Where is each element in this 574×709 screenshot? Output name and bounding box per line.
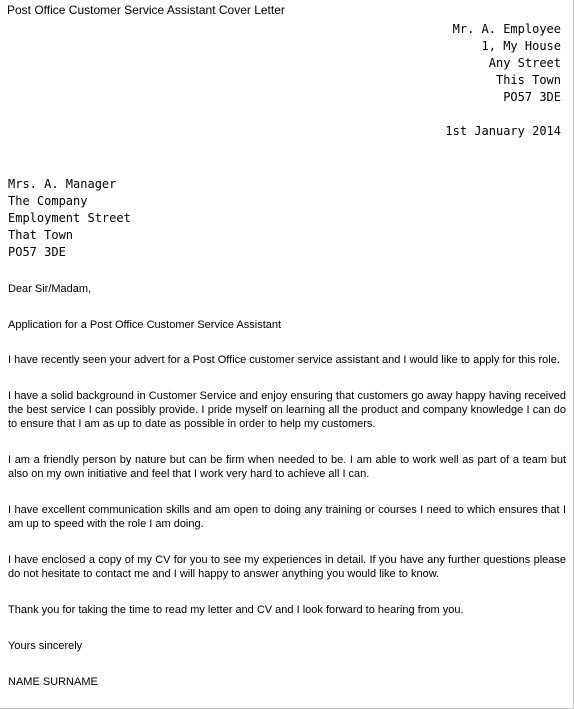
sender-address-line: This Town xyxy=(495,73,561,87)
sender-address-line: 1, My House xyxy=(481,39,561,53)
salutation: Dear Sir/Madam, xyxy=(8,283,92,295)
sender-name: Mr. A. Employee xyxy=(452,22,561,36)
sender-address-line: Any Street xyxy=(488,56,561,70)
body-paragraph: I have enclosed a copy of my CV for you to see my experiences in detail. If you have any further questions please do not hesitate to contact me and I will happy to answer anything you would like to know. xyxy=(8,554,566,580)
body-paragraph: I have a solid background in Customer Service and enjoy ensuring that customers go away happy having received the best service I can possibly provide. I pride myself on learning all the product and company knowledge I can do to ensure that I am as up to date as possible in order to help my customers. xyxy=(8,390,566,430)
recipient-address-line: Employment Street xyxy=(8,211,131,225)
sender-postcode: PO57 3DE xyxy=(503,90,561,104)
recipient-name: Mrs. A. Manager xyxy=(8,177,117,191)
body-paragraph: I have recently seen your advert for a Post Office customer service assistant and I would like to apply for this role. xyxy=(8,354,560,366)
sender-address xyxy=(453,21,561,106)
recipient-postcode: PO57 3DE xyxy=(8,245,66,259)
body-paragraph: I have excellent communication skills and am open to doing any training or courses I need to which ensures that I am up to speed with the role I am doing. xyxy=(8,504,566,530)
recipient-address-line: That Town xyxy=(8,228,74,242)
closing: Yours sincerely xyxy=(8,640,83,652)
body-paragraph: Thank you for taking the time to read my letter and CV and I look forward to hearing from you. xyxy=(8,604,464,616)
recipient-address xyxy=(8,176,131,261)
subject-line: Application for a Post Office Customer Service Assistant xyxy=(8,319,282,331)
body-paragraph: I am a friendly person by nature but can be firm when needed to be. I am able to work well as part of a team but also on my own initiative and feel that I work very hard to achieve all I can. xyxy=(8,454,566,480)
recipient-address-line: The Company xyxy=(8,194,88,208)
page-title: Post Office Customer Service Assistant Cover Letter xyxy=(7,3,285,17)
signature-name: NAME SURNAME xyxy=(8,676,98,688)
letter-date: 1st January 2014 xyxy=(445,124,561,138)
